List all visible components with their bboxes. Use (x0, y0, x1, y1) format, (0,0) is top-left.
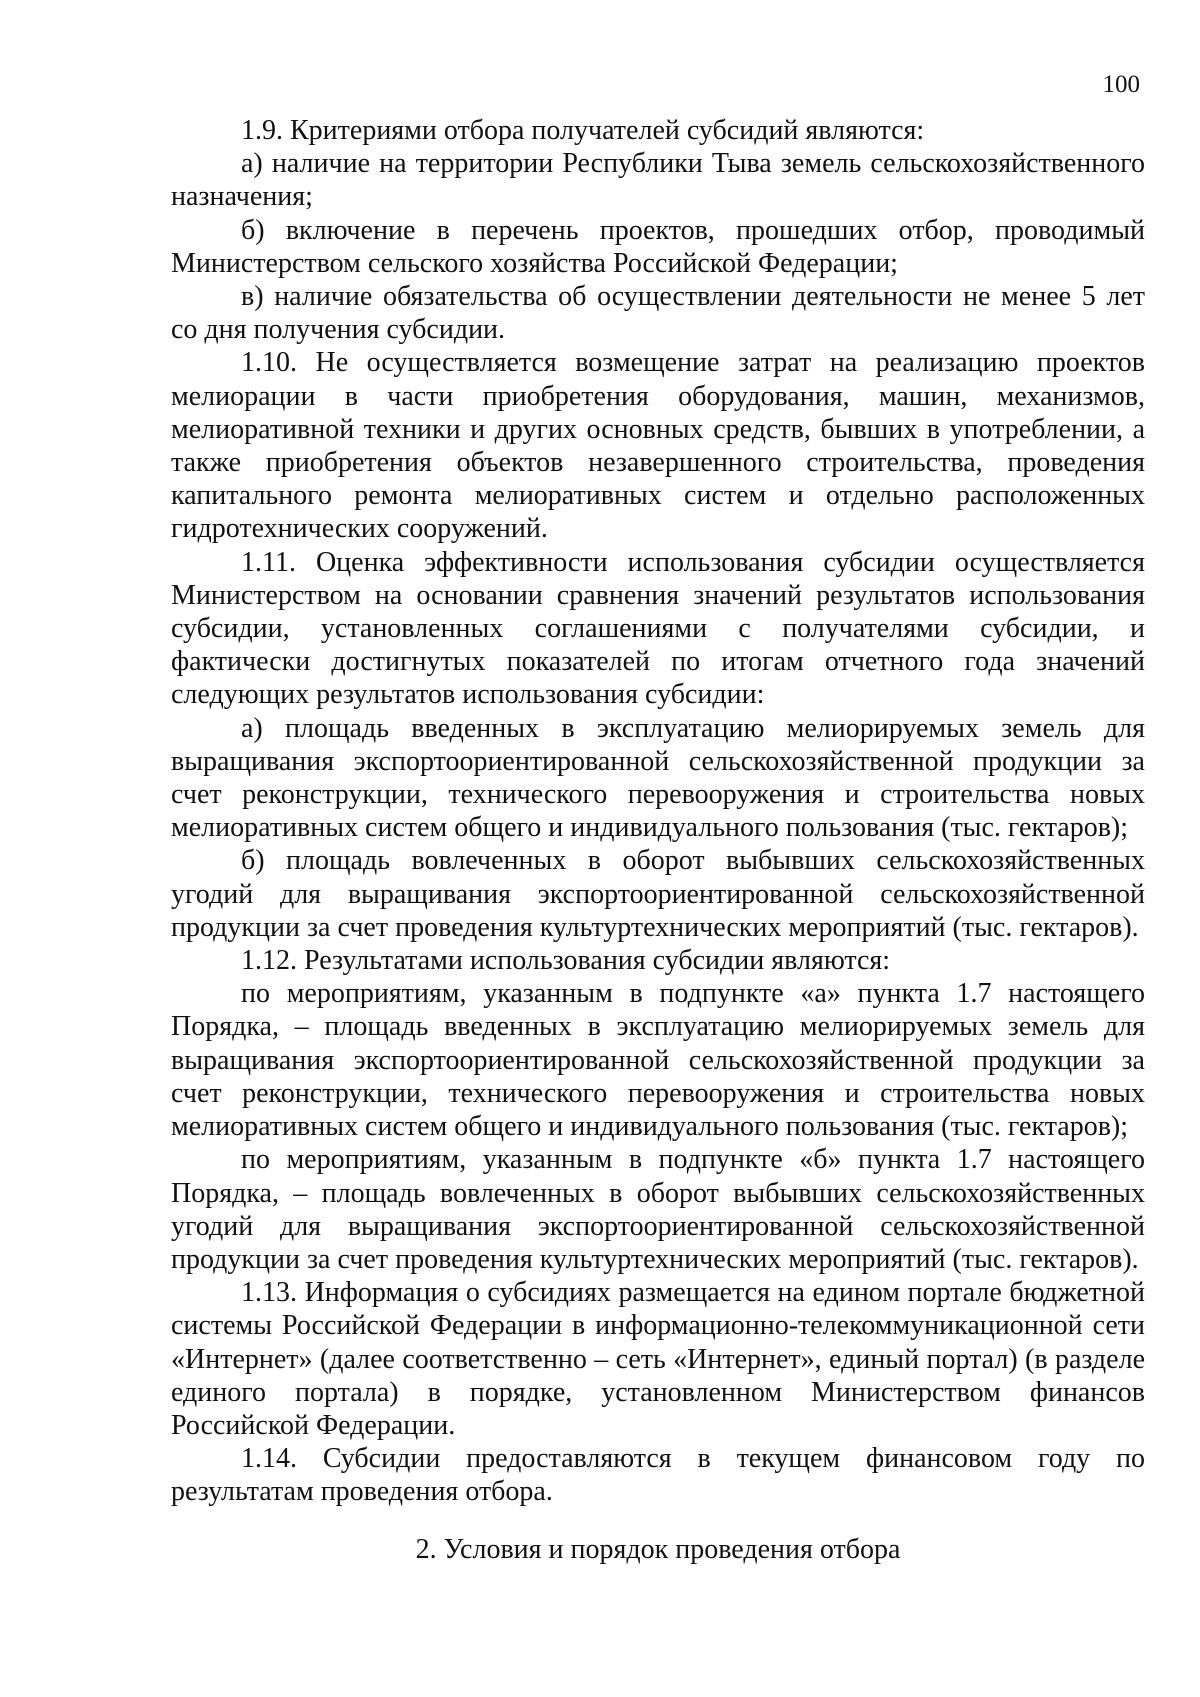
document-body (171, 114, 1145, 1509)
paragraph-1-13: 1.13. Информация о субсидиях размещается на едином портале бюджетной системы Российской Федерации в информационно-телекоммуникационной сети «Интернет» (далее соответственно – сеть «Интернет», единый портал) (в разделе единого портала) в порядке, установленном Министерством финансов Российской Федерации. (171, 1277, 1145, 1441)
paragraph-1-11-b: б) площадь вовлеченных в оборот выбывших сельскохозяйственных угодий для выращивания экспортоориентированной сельскохозяйственной продукции за счет проведения культуртехнических мероприятий (тыс. гектаров). (171, 845, 1145, 943)
paragraph-1-9-b: б) включение в перечень проектов, прошедших отбор, проводимый Министерством сельского хозяйства Российской Федерации; (171, 214, 1145, 279)
paragraph-1-11: 1.11. Оценка эффективности использования субсидии осуществляется Министерством на основании сравнения значений результатов использования субсидии, установленных соглашениями с получателями субсидии, и фактически достигнутых показателей по итогам отчетного года значений следующих результатов использования субсидии: (171, 546, 1145, 711)
page-number: 100 (1102, 71, 1140, 98)
paragraph-1-9-v: в) наличие обязательства об осуществлении деятельности не менее 5 лет со дня получения субсидии. (171, 281, 1145, 346)
paragraph-1-9-a: а) наличие на территории Республики Тыва земель сельскохозяйственного назначения; (171, 148, 1145, 213)
paragraph-1-12-item-a: по мероприятиям, указанным в подпункте «а» пункта 1.7 настоящего Порядка, – площадь введенных в эксплуатацию мелиорируемых земель для выращивания экспортоориентированной сельскохозяйственной продукции за счет реконструкции, технического перевооружения и строительства новых мелиоративных систем общего и индивидуального пользования (тыс. гектаров); (171, 978, 1145, 1143)
paragraph-1-12-item-b: по мероприятиям, указанным в подпункте «б» пункта 1.7 настоящего Порядка, – площадь вовлеченных в оборот выбывших сельскохозяйственных угодий для выращивания экспортоориентированной сельскохозяйственной продукции за счет проведения культуртехнических мероприятий (тыс. гектаров). (171, 1144, 1145, 1275)
paragraph-1-12: 1.12. Результатами использования субсидии являются: (241, 945, 891, 977)
paragraph-1-9: 1.9. Критериями отбора получателей субсидий являются: (241, 115, 925, 146)
section-heading: 2. Условия и порядок проведения отбора (415, 1534, 901, 1565)
paragraph-1-14: 1.14. Субсидии предоставляются в текущем финансовом году по результатам проведения отбора. (171, 1443, 1145, 1508)
paragraph-1-11-a: а) площадь введенных в эксплуатацию мелиорируемых земель для выращивания экспортоориентированной сельскохозяйственной продукции за счет реконструкции, технического перевооружения и строительства новых мелиоративных систем общего и индивидуального пользования (тыс. гектаров); (171, 712, 1145, 844)
paragraph-1-10: 1.10. Не осуществляется возмещение затрат на реализацию проектов мелиорации в части приобретения оборудования, машин, механизмов, мелиоративной техники и других основных средств, бывших в употреблении, а также приобретения объектов незавершенного строительства, проведения капитального ремонта мелиоративных систем и отдельно расположенных гидротехнических сооружений. (171, 347, 1145, 545)
